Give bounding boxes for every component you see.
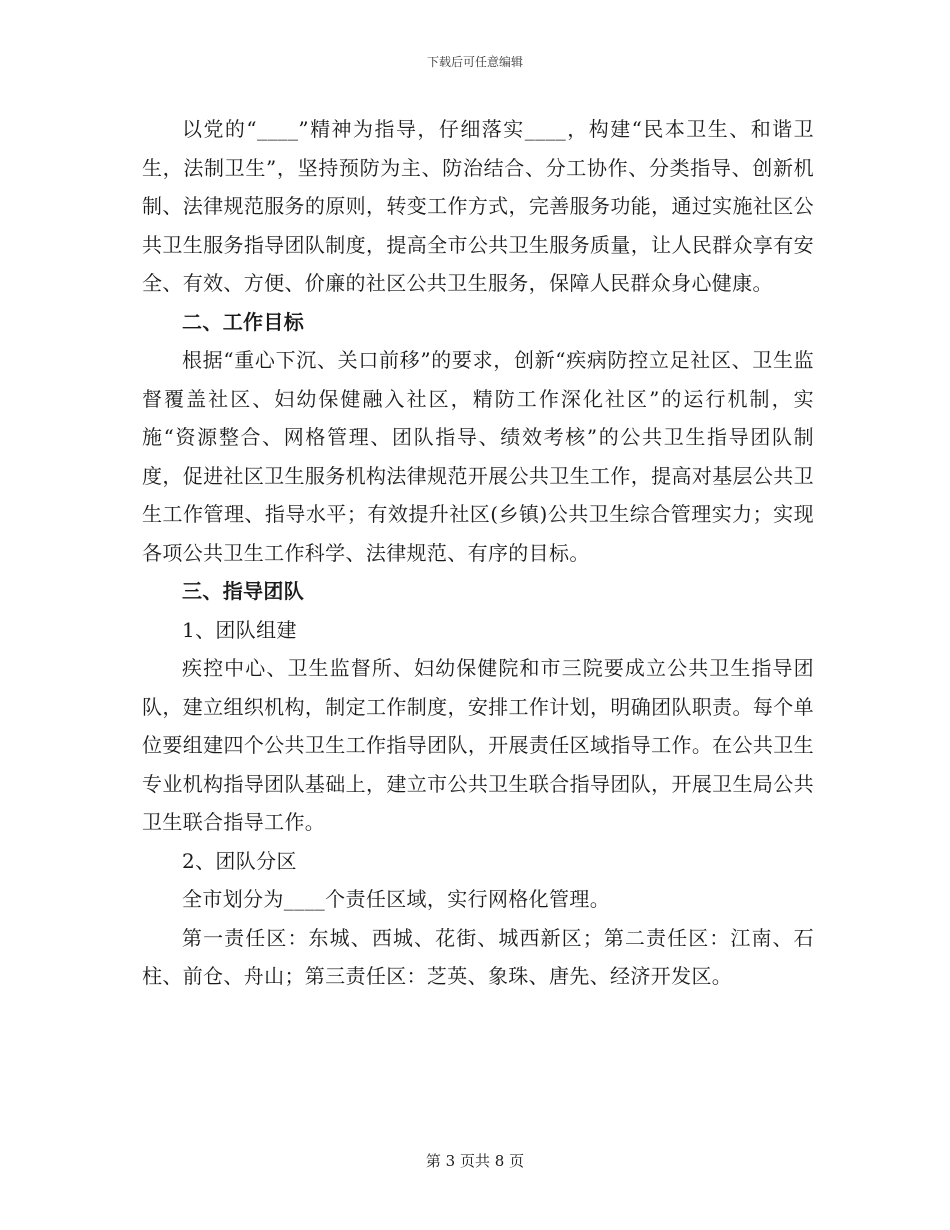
page-header-note: 下载后可任意编辑: [426, 55, 523, 69]
page-number-footer: 第 3 页共 8 页: [425, 1152, 525, 1170]
paragraph-zone-list: 第一责任区：东城、西城、花街、城西新区；第二责任区：江南、石柱、前仓、舟山；第三责任区：芝英、象珠、唐先、经济开发区。: [142, 925, 814, 988]
paragraph-guiding-principle: 以党的“____”精神为指导，仔细落实____，构建“民本卫生、和谐卫生，法制卫生”，坚持预防为主、防治结合、分工协作、分类指导、创新机制、法律规范服务的原则，转变工作方式，完善服务功能，通过实施社区公共卫生服务指导团队制度，提高全市公共卫生服务质量，让人民群众享有安全、有效、方便、价廉的社区公共卫生服务，保障人民群众身心健康。: [142, 117, 814, 295]
document-body: [142, 110, 814, 996]
paragraph-zone-division: 全市划分为____个责任区域，实行网格化管理。: [182, 887, 611, 911]
subheading-team-formation: 1、团队组建: [182, 617, 297, 642]
paragraph-team-formation: 疾控中心、卫生监督所、妇幼保健院和市三院要成立公共卫生指导团队，建立组织机构，制定工作制度，安排工作计划，明确团队职责。每个单位要组建四个公共卫生工作指导团队，开展责任区域指导工作。在公共卫生专业机构指导团队基础上，建立市公共卫生联合指导团队，开展卫生局公共卫生联合指导工作。: [142, 656, 814, 834]
paragraph-work-goals: 根据“重心下沉、关口前移”的要求，创新“疾病防控立足社区、卫生监督覆盖社区、妇幼保健融入社区，精防工作深化社区”的运行机制，实施“资源整合、网格管理、团队指导、绩效考核”的公共卫生指导团队制度，促进社区卫生服务机构法律规范开展公共卫生工作，提高对基层公共卫生工作管理、指导水平；有效提升社区(乡镇)公共卫生综合管理实力；实现各项公共卫生工作科学、法律规范、有序的目标。: [142, 348, 814, 565]
subheading-team-zones: 2、团队分区: [182, 848, 297, 873]
section-heading-work-goals: 二、工作目标: [182, 309, 305, 334]
section-heading-guidance-team: 三、指导团队: [182, 579, 305, 603]
